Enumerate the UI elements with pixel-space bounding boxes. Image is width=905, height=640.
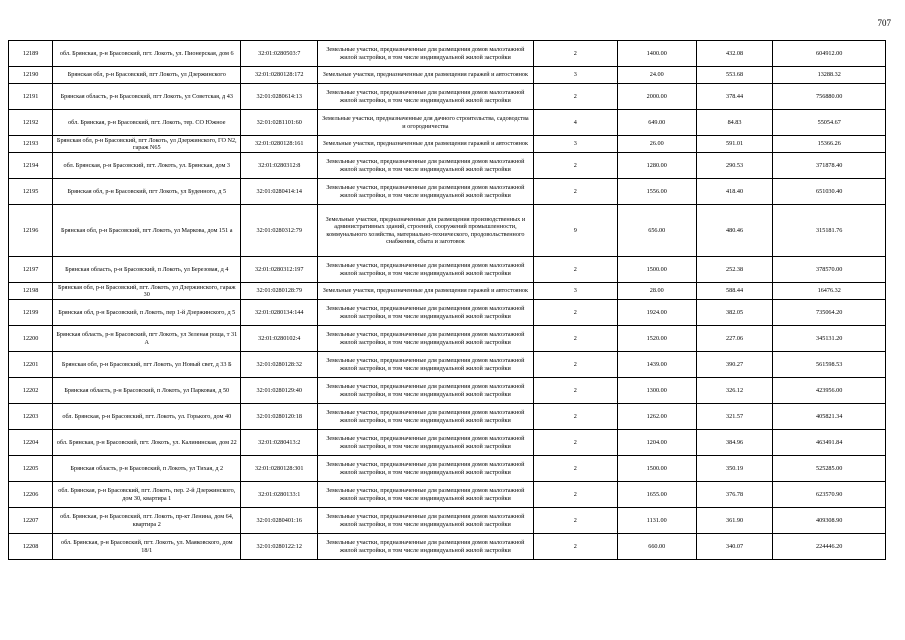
category-cell: 3 (533, 283, 617, 300)
unit-price-cell: 376.78 (696, 482, 773, 508)
unit-price-cell: 252.38 (696, 257, 773, 283)
land-use-cell: Земельные участки, предназначенные для размещения домов малоэтажной жилой застройки, в том числе индивидуальной жилой застройки (318, 41, 534, 67)
land-use-cell: Земельные участки, предназначенные для размещения домов малоэтажной жилой застройки, в том числе индивидуальной жилой застройки (318, 430, 534, 456)
cadastral-number-cell: 32:01:0280614:13 (241, 84, 318, 110)
category-cell: 2 (533, 84, 617, 110)
address-cell: Брянская обл, р-н Брасовский, пгт Локоть, ул Дзержинского, ГО N2, гараж N65 (53, 136, 241, 153)
category-cell: 2 (533, 430, 617, 456)
area-cell: 1655.00 (617, 482, 696, 508)
table-row (9, 84, 886, 110)
record-number-cell: 12196 (9, 205, 53, 257)
record-number-cell: 12201 (9, 352, 53, 378)
unit-price-cell: 418.40 (696, 179, 773, 205)
category-cell: 2 (533, 179, 617, 205)
cadastral-number-cell: 32:01:0280120:18 (241, 404, 318, 430)
cadastral-number-cell: 32:01:0280134:144 (241, 300, 318, 326)
area-cell: 24.00 (617, 67, 696, 84)
area-cell: 1556.00 (617, 179, 696, 205)
category-cell: 2 (533, 257, 617, 283)
area-cell: 1439.00 (617, 352, 696, 378)
cadastral-value-cell: 315181.76 (773, 205, 886, 257)
table-row (9, 404, 886, 430)
cadastral-number-cell: 32:01:0280413:2 (241, 430, 318, 456)
address-cell: Брянская обл, р-н Брасовский, пгт Локоть, ул Маркова, дом 151 а (53, 205, 241, 257)
cadastral-number-cell: 32:01:0280102:4 (241, 326, 318, 352)
table-row (9, 153, 886, 179)
address-cell: Брянская область, р-н Брасовский, п Локоть, ул Парковая, д 50 (53, 378, 241, 404)
address-cell: Брянская область, р-н Брасовский, п Локоть, ул Тихая, д 2 (53, 456, 241, 482)
land-use-cell: Земельные участки, предназначенные для размещения домов малоэтажной жилой застройки, в том числе индивидуальной жилой застройки (318, 153, 534, 179)
record-number-cell: 12194 (9, 153, 53, 179)
area-cell: 1131.00 (617, 508, 696, 534)
category-cell: 9 (533, 205, 617, 257)
cadastral-value-cell: 409308.90 (773, 508, 886, 534)
area-cell: 1924.00 (617, 300, 696, 326)
address-cell: Брянская область, р-н Брасовский, п Локоть, ул Березовая, д 4 (53, 257, 241, 283)
land-use-cell: Земельные участки, предназначенные для размещения домов малоэтажной жилой застройки, в том числе индивидуальной жилой застройки (318, 378, 534, 404)
area-cell: 660.00 (617, 534, 696, 560)
land-use-cell: Земельные участки, предназначенные для размещения домов малоэтажной жилой застройки, в том числе индивидуальной жилой застройки (318, 508, 534, 534)
land-use-cell: Земельные участки, предназначенные для размещения домов малоэтажной жилой застройки, в том числе индивидуальной жилой застройки (318, 352, 534, 378)
cadastral-number-cell: 32:01:0280401:16 (241, 508, 318, 534)
cadastral-value-cell: 651030.40 (773, 179, 886, 205)
address-cell: обл. Брянская, р-н Брасовский, пгт. Локоть, ул. Пионерская, дом 6 (53, 41, 241, 67)
cadastral-number-cell: 32:01:0280128:301 (241, 456, 318, 482)
address-cell: Брянская обл, р-н Брасовский, пгт. Локоть, ул Дзержинского, гараж 30 (53, 283, 241, 300)
address-cell: Брянская обл, р-н Брасовский, пгт Локоть, ул Новый свет, д 33 Б (53, 352, 241, 378)
cadastral-number-cell: 32:01:0280312:197 (241, 257, 318, 283)
table-row (9, 205, 886, 257)
record-number-cell: 12200 (9, 326, 53, 352)
cadastral-number-cell: 32:01:0280122:12 (241, 534, 318, 560)
table-body (9, 41, 886, 560)
cadastral-value-cell: 16476.32 (773, 283, 886, 300)
cadastral-value-cell: 224446.20 (773, 534, 886, 560)
table-row (9, 67, 886, 84)
land-use-cell: Земельные участки, предназначенные для размещения гаражей и автостоянок (318, 67, 534, 84)
record-number-cell: 12195 (9, 179, 53, 205)
cadastral-number-cell: 32:01:0280503:7 (241, 41, 318, 67)
unit-price-cell: 378.44 (696, 84, 773, 110)
area-cell: 1500.00 (617, 456, 696, 482)
land-use-cell: Земельные участки, предназначенные для размещения домов малоэтажной жилой застройки, в том числе индивидуальной жилой застройки (318, 326, 534, 352)
table-row (9, 508, 886, 534)
unit-price-cell: 361.90 (696, 508, 773, 534)
cadastral-number-cell: 32:01:0280312:79 (241, 205, 318, 257)
land-use-cell: Земельные участки, предназначенные для размещения домов малоэтажной жилой застройки, в том числе индивидуальной жилой застройки (318, 404, 534, 430)
cadastral-value-cell: 463491.84 (773, 430, 886, 456)
cadastral-value-cell: 735064.20 (773, 300, 886, 326)
unit-price-cell: 321.57 (696, 404, 773, 430)
category-cell: 2 (533, 456, 617, 482)
category-cell: 2 (533, 300, 617, 326)
unit-price-cell: 591.01 (696, 136, 773, 153)
cadastral-number-cell: 32:01:0280129:40 (241, 378, 318, 404)
land-use-cell: Земельные участки, предназначенные для размещения домов малоэтажной жилой застройки, в том числе индивидуальной жилой застройки (318, 300, 534, 326)
category-cell: 2 (533, 404, 617, 430)
table-row (9, 110, 886, 136)
land-use-cell: Земельные участки, предназначенные для размещения гаражей и автостоянок (318, 136, 534, 153)
cadastral-value-cell: 423956.00 (773, 378, 886, 404)
unit-price-cell: 326.12 (696, 378, 773, 404)
category-cell: 2 (533, 534, 617, 560)
table-row (9, 136, 886, 153)
category-cell: 2 (533, 482, 617, 508)
cadastral-value-cell: 55054.67 (773, 110, 886, 136)
cadastral-value-cell: 525285.00 (773, 456, 886, 482)
unit-price-cell: 290.53 (696, 153, 773, 179)
record-number-cell: 12192 (9, 110, 53, 136)
category-cell: 4 (533, 110, 617, 136)
unit-price-cell: 588.44 (696, 283, 773, 300)
address-cell: обл. Брянская, р-н Брасовский, пгт. Локоть, ул. Калининская, дом 22 (53, 430, 241, 456)
land-use-cell: Земельные участки, предназначенные для размещения домов малоэтажной жилой застройки, в том числе индивидуальной жилой застройки (318, 257, 534, 283)
record-number-cell: 12205 (9, 456, 53, 482)
address-cell: Брянская область, р-н Брасовский, пгт Локоть, ул Советская, д 43 (53, 84, 241, 110)
cadastral-number-cell: 32:01:0280133:1 (241, 482, 318, 508)
table-row (9, 179, 886, 205)
record-number-cell: 12190 (9, 67, 53, 84)
land-use-cell: Земельные участки, предназначенные для размещения домов малоэтажной жилой застройки, в том числе индивидуальной жилой застройки (318, 534, 534, 560)
area-cell: 28.00 (617, 283, 696, 300)
record-number-cell: 12202 (9, 378, 53, 404)
table-row (9, 534, 886, 560)
cadastral-value-cell: 756880.00 (773, 84, 886, 110)
cadastral-value-cell: 561598.53 (773, 352, 886, 378)
area-cell: 1262.00 (617, 404, 696, 430)
area-cell: 1204.00 (617, 430, 696, 456)
record-number-cell: 12191 (9, 84, 53, 110)
address-cell: обл. Брянская, р-н Брасовский, пгт. Локоть, пер. 2-й Дзержинского, дом 30, квартира 1 (53, 482, 241, 508)
table-row (9, 352, 886, 378)
record-number-cell: 12203 (9, 404, 53, 430)
unit-price-cell: 384.96 (696, 430, 773, 456)
record-number-cell: 12207 (9, 508, 53, 534)
cadastral-value-cell: 378570.00 (773, 257, 886, 283)
land-use-cell: Земельные участки, предназначенные для размещения домов малоэтажной жилой застройки, в том числе индивидуальной жилой застройки (318, 456, 534, 482)
area-cell: 26.00 (617, 136, 696, 153)
record-number-cell: 12204 (9, 430, 53, 456)
table-row (9, 283, 886, 300)
table-row (9, 257, 886, 283)
unit-price-cell: 350.19 (696, 456, 773, 482)
land-registry-table (8, 40, 886, 560)
page-number: 707 (877, 18, 891, 28)
category-cell: 2 (533, 41, 617, 67)
table-row (9, 41, 886, 67)
record-number-cell: 12208 (9, 534, 53, 560)
land-use-cell: Земельные участки, предназначенные для размещения домов малоэтажной жилой застройки, в том числе индивидуальной жилой застройки (318, 84, 534, 110)
address-cell: обл. Брянская, р-н Брасовский, пгт. Локоть, ул. Горького, дом 40 (53, 404, 241, 430)
cadastral-value-cell: 371878.40 (773, 153, 886, 179)
land-use-cell: Земельные участки, предназначенные для размещения гаражей и автостоянок (318, 283, 534, 300)
table-row (9, 482, 886, 508)
address-cell: обл. Брянская, р-н Брасовский, пгт. Локоть, ул. Маяковского, дом 18/1 (53, 534, 241, 560)
cadastral-value-cell: 345131.20 (773, 326, 886, 352)
unit-price-cell: 390.27 (696, 352, 773, 378)
category-cell: 3 (533, 136, 617, 153)
address-cell: Брянская обл, р-н Брасовский, пгт Локоть, ул Дзержинского (53, 67, 241, 84)
land-use-cell: Земельные участки, предназначенные для дачного строительства, садоводства и огородничества (318, 110, 534, 136)
category-cell: 2 (533, 153, 617, 179)
address-cell: Брянская обл, р-н Брасовский, пгт Локоть, ул Буденного, д 5 (53, 179, 241, 205)
land-use-cell: Земельные участки, предназначенные для размещения домов малоэтажной жилой застройки, в том числе индивидуальной жилой застройки (318, 179, 534, 205)
cadastral-value-cell: 13288.32 (773, 67, 886, 84)
cadastral-number-cell: 32:01:0280312:8 (241, 153, 318, 179)
area-cell: 656.00 (617, 205, 696, 257)
cadastral-value-cell: 604912.00 (773, 41, 886, 67)
cadastral-number-cell: 32:01:0280128:32 (241, 352, 318, 378)
cadastral-number-cell: 32:01:0280128:79 (241, 283, 318, 300)
table-row (9, 430, 886, 456)
cadastral-value-cell: 623570.90 (773, 482, 886, 508)
category-cell: 2 (533, 352, 617, 378)
category-cell: 2 (533, 378, 617, 404)
cadastral-value-cell: 15366.26 (773, 136, 886, 153)
area-cell: 649.00 (617, 110, 696, 136)
unit-price-cell: 382.05 (696, 300, 773, 326)
table-row (9, 456, 886, 482)
unit-price-cell: 340.07 (696, 534, 773, 560)
area-cell: 2000.00 (617, 84, 696, 110)
address-cell: Брянская область, р-н Брасовский, пгт Локоть, ул Зеленая роща, т 31 А (53, 326, 241, 352)
address-cell: Брянская обл, р-н Брасовский, п Локоть, пер 1-й Дзержинского, д 5 (53, 300, 241, 326)
unit-price-cell: 553.68 (696, 67, 773, 84)
land-use-cell: Земельные участки, предназначенные для размещения домов малоэтажной жилой застройки, в том числе индивидуальной жилой застройки (318, 482, 534, 508)
area-cell: 1400.00 (617, 41, 696, 67)
record-number-cell: 12199 (9, 300, 53, 326)
address-cell: обл. Брянская, р-н Брасовский, пгт. Локоть, тер. СО Южное (53, 110, 241, 136)
land-use-cell: Земельные участки, предназначенные для размещения производственных и административных зданий, строений, сооружений промышленности, коммунального хозяйства, материально-технического, продовольственного снабжения, сбыта и заготовок (318, 205, 534, 257)
category-cell: 2 (533, 508, 617, 534)
table-row (9, 378, 886, 404)
area-cell: 1280.00 (617, 153, 696, 179)
table-row (9, 326, 886, 352)
cadastral-number-cell: 32:01:0281101:60 (241, 110, 318, 136)
cadastral-value-cell: 405821.34 (773, 404, 886, 430)
record-number-cell: 12189 (9, 41, 53, 67)
unit-price-cell: 227.06 (696, 326, 773, 352)
unit-price-cell: 480.46 (696, 205, 773, 257)
record-number-cell: 12193 (9, 136, 53, 153)
category-cell: 3 (533, 67, 617, 84)
record-number-cell: 12206 (9, 482, 53, 508)
area-cell: 1300.00 (617, 378, 696, 404)
category-cell: 2 (533, 326, 617, 352)
cadastral-number-cell: 32:01:0280128:161 (241, 136, 318, 153)
record-number-cell: 12198 (9, 283, 53, 300)
unit-price-cell: 84.83 (696, 110, 773, 136)
cadastral-number-cell: 32:01:0280128:172 (241, 67, 318, 84)
address-cell: обл. Брянская, р-н Брасовский, пгт. Локоть, ул. Брянская, дом 3 (53, 153, 241, 179)
area-cell: 1500.00 (617, 257, 696, 283)
cadastral-number-cell: 32:01:0280414:14 (241, 179, 318, 205)
unit-price-cell: 432.08 (696, 41, 773, 67)
area-cell: 1520.00 (617, 326, 696, 352)
address-cell: обл. Брянская, р-н Брасовский, пгт. Локоть, пр-кт Ленина, дом 64, квартира 2 (53, 508, 241, 534)
record-number-cell: 12197 (9, 257, 53, 283)
table-row (9, 300, 886, 326)
